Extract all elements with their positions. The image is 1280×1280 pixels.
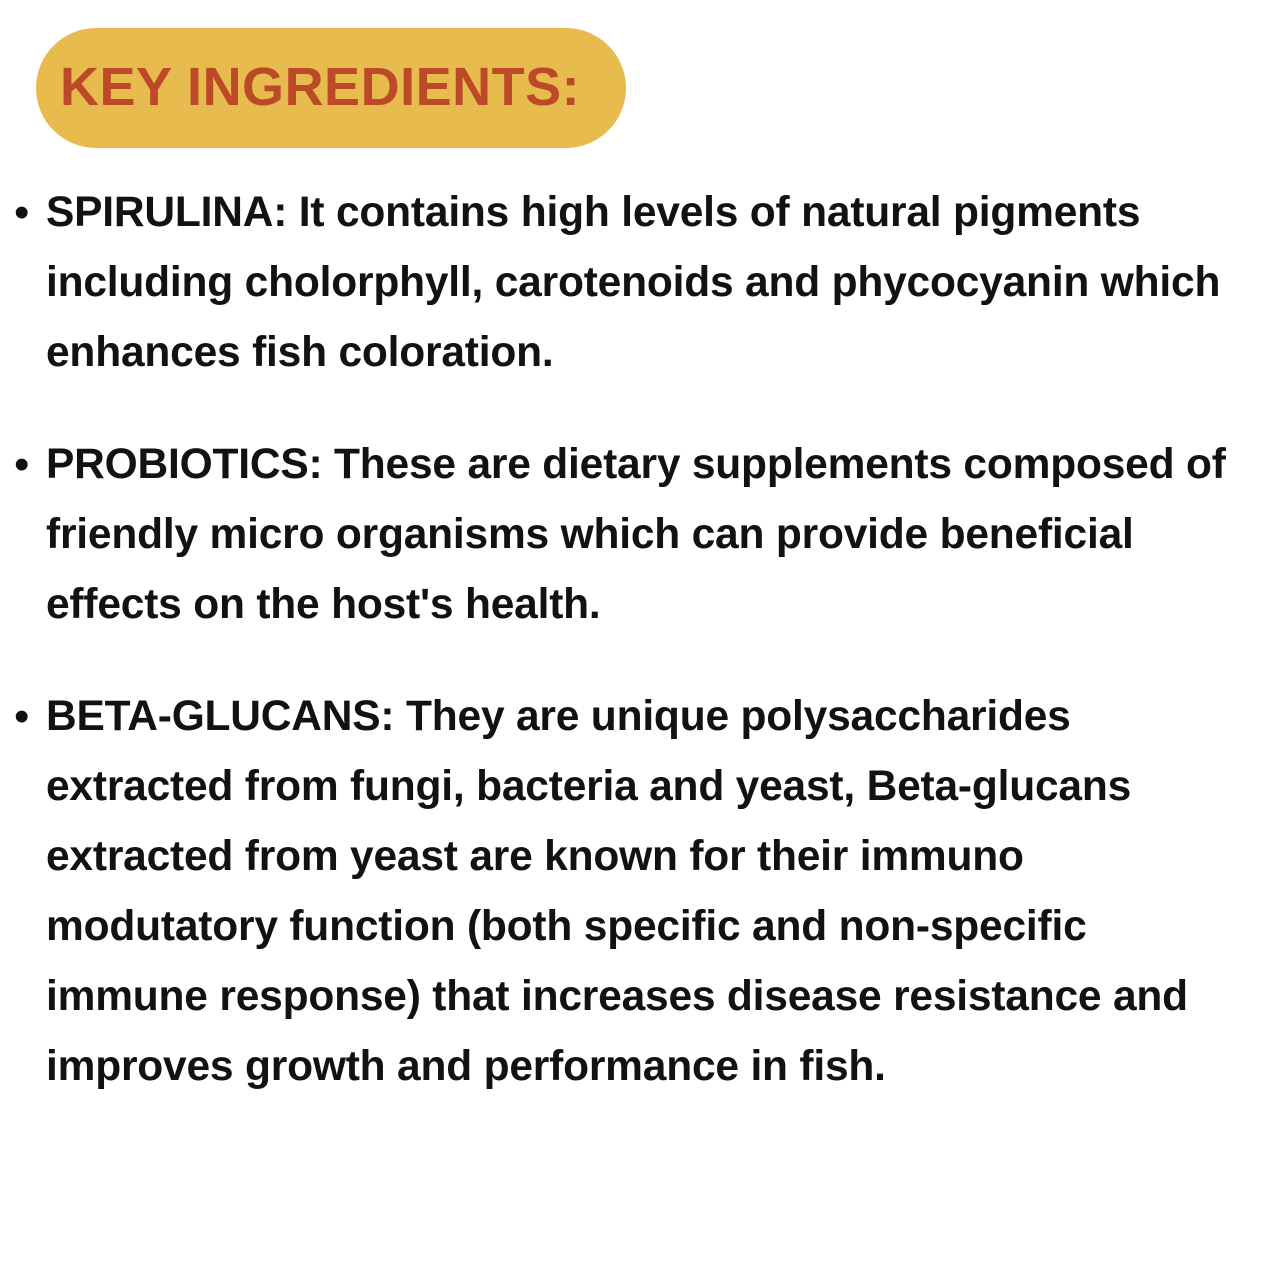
page-title: KEY INGREDIENTS: xyxy=(36,28,626,148)
bullet-icon: • xyxy=(14,440,30,489)
ingredient-list xyxy=(0,178,1280,1102)
bullet-icon: • xyxy=(14,692,30,741)
list-item xyxy=(0,682,1280,1102)
list-item xyxy=(0,178,1280,388)
heading-container xyxy=(0,0,1280,148)
ingredient-description-spirulina: SPIRULINA: It contains high levels of natural pigments including cholorphyll, carotenoids and phycocyanin which enhances fish coloration. xyxy=(46,189,1221,376)
list-item xyxy=(0,430,1280,640)
ingredient-description-probiotics: PROBIOTICS: These are dietary supplements composed of friendly micro organisms which can provide beneficial effects on the host's health. xyxy=(46,441,1226,628)
bullet-icon: • xyxy=(14,188,30,237)
ingredient-description-beta-glucans: BETA-GLUCANS: They are unique polysaccharides extracted from fungi, bacteria and yeast, Beta-glucans extracted from yeast are known for their immuno modutatory function (both specific and non-specific immune response) that increases disease resistance and improves growth and performance in fish. xyxy=(46,693,1188,1090)
